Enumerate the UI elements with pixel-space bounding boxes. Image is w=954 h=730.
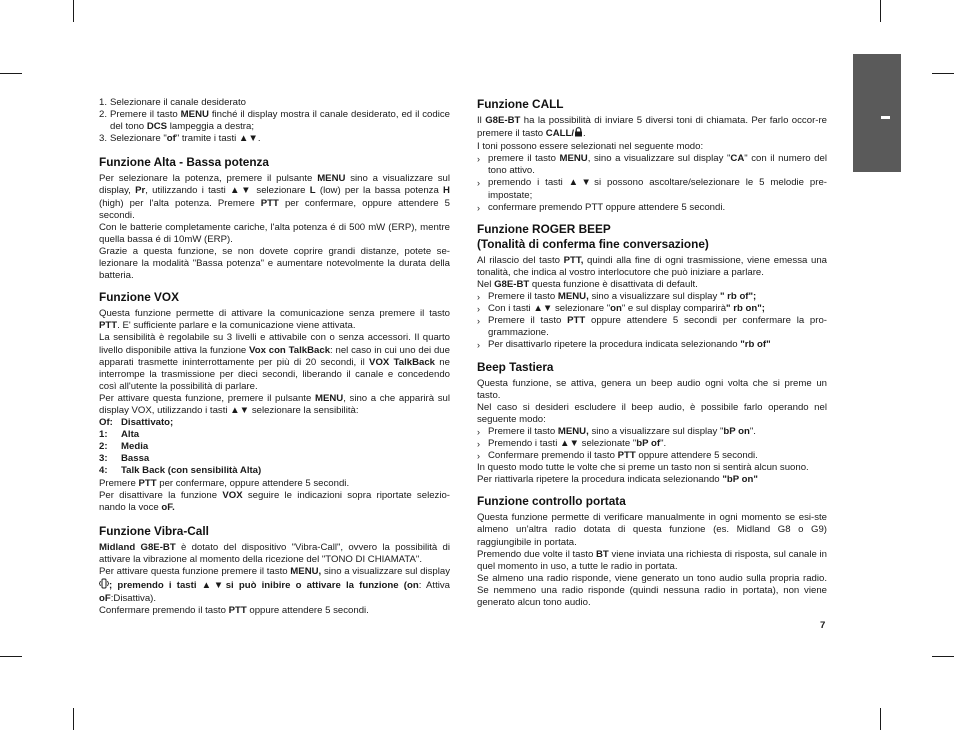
vox-paragraph: Per disattivare la funzione VOX seguire le indicazioni sopra riportate selezio-nando la voce oF. (99, 489, 450, 513)
vox-paragraph: Questa funzione permette di attivare la comunicazione senza premere il tasto PTT. E' sufficiente parlare e la comunicazione viene attivata. (99, 308, 450, 332)
vox-level: Of: Disattivato; (99, 417, 174, 429)
list-item: › Confermare premendo il tasto PTT oppure attendere 5 secondi. (477, 450, 758, 462)
roger-list (477, 291, 827, 351)
language-tab (853, 54, 901, 172)
vibration-icon (99, 578, 109, 593)
left-column (99, 97, 450, 617)
range-paragraph: Premendo due volte il tasto BT viene inviata una richiesta di risposta, sul canale in quel momento in uso, a tutte le radio in portata. (477, 548, 827, 572)
beep-paragraph: In questo modo tutte le volte che si preme un tasto non si sentirà alcun suono. (477, 462, 809, 474)
vibra-paragraph: Per attivare questa funzione premere il tasto MENU, sino a visualizzare sul display ; premendo i tasti ▲▼si può inibire o attivare la funzione (on: Attiva oF:Disattiva). (99, 566, 450, 605)
vibra-paragraph: Midland G8E-BT è dotato del dispositivo "Vibra-Call", ovvero la possibilità di attivare la vibrazione al momento della ricezione del "TONO DI CHIAMATA". (99, 541, 451, 565)
list-item: › Premendo i tasti ▲▼ selezionate "bP of". (477, 437, 667, 449)
call-paragraph: I toni possono essere selezionati nel seguente modo: (477, 141, 704, 153)
section-subtitle-roger: (Tonalità di conferma fine conversazione) (477, 236, 709, 251)
section-title-power: Funzione Alta - Bassa potenza (99, 155, 269, 170)
list-item: › Premere il tasto MENU, sino a visualizzare sul display " rb of"; (477, 291, 757, 303)
list-item: › Con i tasti ▲▼ selezionare "on" e sul display comparirà" rb on"; (477, 303, 765, 315)
step-item: 2. Premere il tasto MENU finché il display mostra il canale desiderato, ed il codice del tono DCS lampeggia a destra; (99, 109, 450, 133)
power-paragraph: Con le batterie completamente cariche, l'alta potenza é di 500 mW (ERP), mentre quella bassa é di 10mW (ERP). (99, 221, 450, 245)
section-title-range: Funzione controllo portata (477, 494, 626, 509)
section-title-vox: Funzione VOX (99, 290, 179, 305)
beep-paragraph: Per riattivarla ripetere la procedura indicata selezionando "bP on" (477, 474, 758, 486)
vox-level: 4: Talk Back (con sensibilità Alta) (99, 465, 262, 477)
step-item: 1. Selezionare il canale desiderato (99, 97, 246, 108)
section-title-call: Funzione CALL (477, 97, 564, 111)
list-item: › premendo i tasti ▲▼si possono ascoltare/selezionare le 5 melodie pre-impostate; (477, 177, 827, 201)
roger-paragraph: Al rilascio del tasto PTT, quindi alla fine di ogni trasmissione, viene emessa una tonalità, che indica al vostro interlocutore che può iniziare a parlare. (477, 254, 827, 278)
list-item: › Per disattivarlo ripetere la procedura indicata selezionando "rb of" (477, 339, 771, 351)
range-paragraph: Questa funzione permette di verificare manualmente in ogni momento se esi-ste almeno un'altra radio dotata di questa funzione (es. Midland G8 o G9) raggiungibile in portata. (477, 512, 827, 548)
beep-paragraph: Questa funzione, se attiva, genera un beep audio ogni volta che si preme un tasto. (477, 377, 827, 401)
step-item: 3. Selezionare "of" tramite i tasti ▲▼. (99, 133, 261, 145)
section-title-vibra: Funzione Vibra-Call (99, 523, 209, 538)
vox-paragraph: Per attivare questa funzione, premere il pulsante MENU, sino a che apparirà sul display VOX, utilizzando i tasti ▲▼ selezionare la sensibilità: (99, 392, 450, 416)
vox-levels (99, 417, 450, 477)
crop-mark (73, 0, 74, 22)
roger-paragraph: Nel G8E-BT questa funzione è disattivata di default. (477, 278, 698, 290)
call-paragraph: Il G8E-BT ha la possibilità di inviare 5 diversi toni di chiamata. Per farlo occor-re premere il tasto CALL/ . (477, 115, 827, 141)
vox-paragraph: Premere PTT per confermare, oppure attendere 5 secondi. (99, 477, 350, 489)
crop-mark (880, 708, 881, 730)
vox-level: 1: Alta (99, 429, 140, 441)
vox-level: 2: Media (99, 441, 149, 453)
crop-mark (73, 708, 74, 730)
list-item: › Premere il tasto PTT oppure attendere 5 secondi per confermare la pro-grammazione. (477, 315, 827, 339)
section-title-beep: Beep Tastiera (477, 359, 554, 374)
crop-mark (0, 656, 22, 657)
list-item: › premere il tasto MENU, sino a visualizzare sul display "CA" con il numero del tono attivo. (477, 153, 827, 177)
lock-icon (574, 127, 583, 141)
call-list (477, 153, 827, 213)
vox-paragraph: La sensibilità è regolabile su 3 livelli e attivabile con o senza accessori. Il quarto livello disponibile attiva la funzione Vox con TalkBack: nel caso in cui uno dei due apparati trasmette ininterrottamente per più di 20 secondi, il VOX TalkBack ne interrompe la trasmissione per dieci secondi, liberando il canale e concedendo così all'utente la possibilità di parlare. (99, 332, 450, 392)
list-item: › Premere il tasto MENU, sino a visualizzare sul display "bP on". (477, 425, 756, 437)
channel-steps (99, 97, 450, 145)
list-item: › confermare premendo PTT oppure attendere 5 secondi. (477, 201, 726, 213)
tab-mark (881, 116, 890, 119)
crop-mark (880, 0, 881, 22)
page-number: 7 (820, 620, 826, 631)
right-column (477, 97, 827, 609)
vibra-paragraph: Confermare premendo il tasto PTT oppure attendere 5 secondi. (99, 605, 369, 617)
beep-paragraph: Nel caso si desideri escludere il beep audio, è possibile farlo operando nel seguente modo: (477, 401, 827, 425)
power-paragraph: Per selezionare la potenza, premere il pulsante MENU sino a visualizzare sul display, Pr, utilizzando i tasti ▲▼ selezionare L (low) per la bassa potenza H (high) per l'alta potenza. Premere PTT per confermare, oppure attendere 5 secondi. (99, 173, 450, 221)
beep-list (477, 426, 827, 462)
power-paragraph: Grazie a questa funzione, se non dovete coprire grandi distanze, potete se-lezionare la modalità "Bassa potenza" e aumentare notevolmente la durata della batteria. (99, 245, 450, 282)
section-title-roger: Funzione ROGER BEEP (477, 221, 611, 236)
crop-mark (0, 73, 22, 74)
crop-mark (932, 73, 954, 74)
range-paragraph: Se almeno una radio risponde, viene generato un tono audio sulla propria radio. Se nemmeno una radio risponde (quindi nessuna radio in portata), non viene generato alcun tono audio. (477, 572, 827, 608)
vox-level: 3: Bassa (99, 453, 150, 465)
crop-mark (932, 656, 954, 657)
